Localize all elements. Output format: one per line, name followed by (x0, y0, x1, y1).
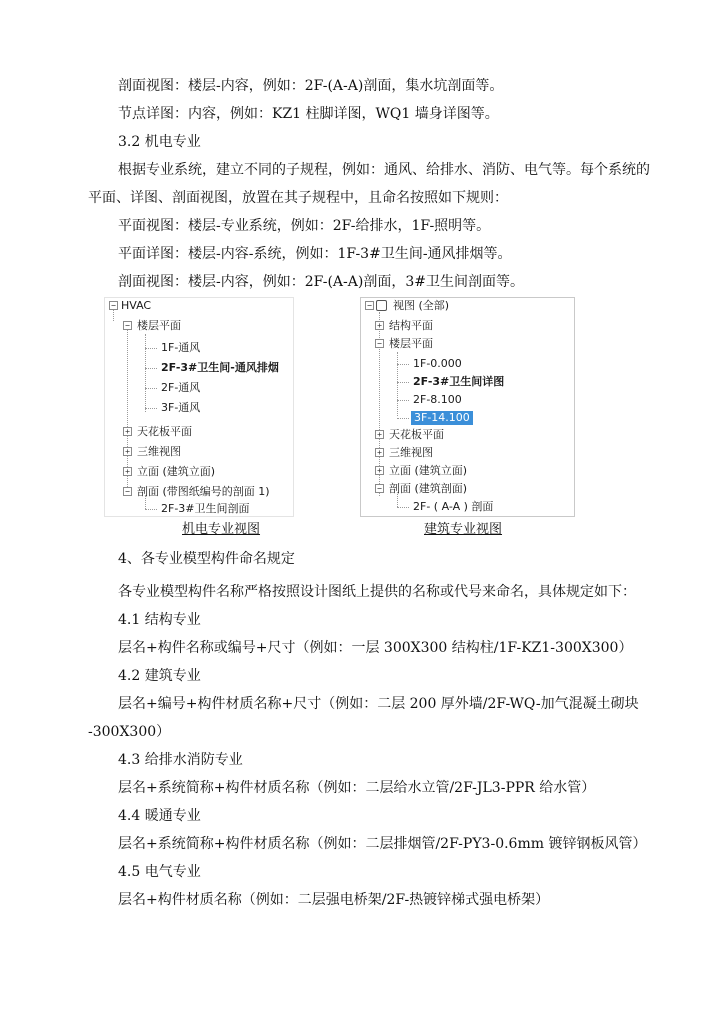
expand-icon[interactable]: + (123, 467, 132, 476)
tree-root-views[interactable]: 视图 (全部) (393, 299, 450, 312)
tree-item-3f-ventilation[interactable]: 3F-通风 (161, 401, 201, 414)
expand-icon[interactable]: + (375, 321, 384, 330)
collapse-icon[interactable]: − (123, 487, 132, 496)
tree-3d-view[interactable]: 三维视图 (137, 445, 181, 458)
expand-icon[interactable]: + (123, 447, 132, 456)
paragraph-hvac-naming: 层名+系统简称+构件材质名称（例如：二层排烟管/2F-PY3-0.6mm 镀锌钢板风管） (118, 836, 647, 852)
paragraph-structure-naming: 层名+构件名称或编号+尺寸（例如：一层 300X300 结构柱/1F-KZ1-300X300） (118, 640, 633, 656)
paragraph-architecture-naming-1: 层名+编号+构件材质名称+尺寸（例如：二层 200 厚外墙/2F-WQ-加气混凝土砌块 (118, 696, 639, 712)
paragraph-mep-intro-2: 平面、详图、剖面视图，放置在其子规程中，且命名按照如下规则： (88, 190, 508, 206)
tree-structure-plan[interactable]: 结构平面 (389, 319, 433, 332)
tree-item-3f-14100-selected[interactable]: 3F-14.100 (411, 411, 473, 425)
tree-3d-view[interactable]: 三维视图 (389, 446, 433, 459)
caption-architecture-view: 建筑专业视图 (424, 522, 503, 537)
paragraph-mep-section: 剖面视图：楼层-内容，例如：2F-(A-A)剖面，3#卫生间剖面等。 (118, 274, 524, 290)
expand-icon[interactable]: + (375, 448, 384, 457)
heading-3-2: 3.2 机电专业 (118, 134, 201, 150)
heading-4-5: 4.5 电气专业 (118, 864, 201, 880)
collapse-icon[interactable]: − (123, 321, 132, 330)
paragraph-node-detail: 节点详图：内容，例如：KZ1 柱脚详图，WQ1 墙身详图等。 (118, 106, 499, 122)
tree-item-1f-0000[interactable]: 1F-0.000 (413, 357, 462, 370)
tree-item-2f-8100[interactable]: 2F-8.100 (413, 393, 462, 406)
collapse-icon[interactable]: − (375, 484, 384, 493)
paragraph-plan-view: 平面视图：楼层-专业系统，例如：2F-给排水，1F-照明等。 (118, 218, 491, 234)
expand-icon[interactable]: + (123, 427, 132, 436)
heading-4-4: 4.4 暖通专业 (118, 808, 201, 824)
tree-floor-plan[interactable]: 楼层平面 (389, 337, 433, 350)
tree-section-item[interactable]: 2F- ( A-A ) 剖面 (413, 500, 494, 513)
tree-item-2f-restroom-smoke[interactable]: 2F-3#卫生间-通风排烟 (161, 361, 279, 374)
paragraph-plan-detail: 平面详图：楼层-内容-系统，例如：1F-3#卫生间-通风排烟等。 (118, 246, 512, 262)
expand-icon[interactable]: + (375, 466, 384, 475)
heading-4-1: 4.1 结构专业 (118, 612, 201, 628)
paragraph-plumbing-naming: 层名+系统简称+构件材质名称（例如：二层给水立管/2F-JL3-PPR 给水管） (118, 780, 596, 796)
tree-item-2f-ventilation[interactable]: 2F-通风 (161, 381, 201, 394)
tree-section[interactable]: 剖面 (带图纸编号的剖面 1) (137, 485, 270, 498)
tree-item-1f-ventilation[interactable]: 1F-通风 (161, 341, 201, 354)
paragraph-architecture-naming-2: -300X300） (88, 724, 171, 740)
collapse-icon[interactable]: − (365, 301, 374, 310)
expand-icon[interactable]: + (375, 430, 384, 439)
tree-elevation[interactable]: 立面 (建筑立面) (137, 465, 216, 478)
tree-section-item[interactable]: 2F-3#卫生间剖面 (161, 502, 250, 515)
view-icon (376, 300, 387, 311)
heading-4-3: 4.3 给排水消防专业 (118, 752, 243, 768)
architecture-view-tree (360, 297, 575, 517)
heading-4-2: 4.2 建筑专业 (118, 668, 201, 684)
mep-view-tree (104, 297, 294, 517)
caption-mep-view: 机电专业视图 (182, 522, 261, 537)
tree-ceiling-plan[interactable]: 天花板平面 (137, 425, 192, 438)
collapse-icon[interactable]: − (375, 339, 384, 348)
tree-elevation[interactable]: 立面 (建筑立面) (389, 464, 468, 477)
tree-item-2f-restroom-detail[interactable]: 2F-3#卫生间详图 (413, 375, 505, 388)
paragraph-mep-intro-1: 根据专业系统，建立不同的子规程，例如：通风、给排水、消防、电气等。每个系统的 (118, 162, 650, 178)
paragraph-naming-intro: 各专业模型构件名称严格按照设计图纸上提供的名称或代号来命名，具体规定如下： (118, 584, 636, 600)
tree-ceiling-plan[interactable]: 天花板平面 (389, 428, 444, 441)
collapse-icon[interactable]: − (109, 301, 118, 310)
tree-root-hvac[interactable]: HVAC (121, 299, 152, 312)
tree-section[interactable]: 剖面 (建筑剖面) (389, 482, 468, 495)
tree-floor-plan[interactable]: 楼层平面 (137, 319, 181, 332)
paragraph-section-view: 剖面视图：楼层-内容，例如：2F-(A-A)剖面，集水坑剖面等。 (118, 78, 504, 94)
heading-4: 4、各专业模型构件命名规定 (118, 551, 295, 567)
paragraph-electrical-naming: 层名+构件材质名称（例如：二层强电桥架/2F-热镀锌梯式强电桥架） (118, 892, 550, 908)
